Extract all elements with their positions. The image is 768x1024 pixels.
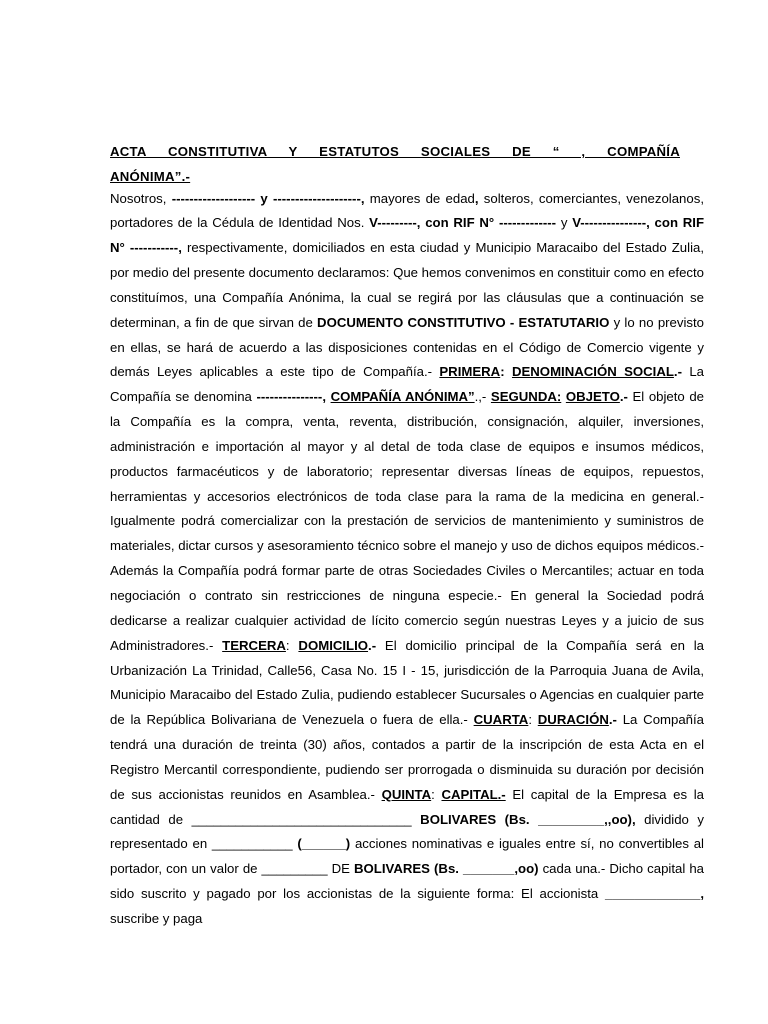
- body-text: :: [500, 364, 512, 380]
- clause-quinta-heading: QUINTA: [381, 786, 432, 802]
- clause-segunda-title: OBJETO: [565, 389, 620, 405]
- body-text: y: [556, 215, 573, 231]
- shares-count-blank: dividido y representado en ___________: [110, 811, 705, 852]
- body-text: La Compañía se denomina: [110, 364, 705, 405]
- company-type-label: COMPAÑÍA ANÓNIMA”: [330, 389, 475, 405]
- id-rif-placeholder-1: V---------, con RIF N° -------------: [369, 215, 557, 231]
- body-text: :: [528, 712, 538, 728]
- body-text: La Compañía tendrá una duración de treinta (30) años, contados a partir de la inscripción de esta Acta en el Registro Mercantil correspondiente, pudiendo ser prorrogada o disminuida su duración por decisión de sus accionistas reunidos en Asamblea.-: [110, 712, 705, 802]
- share-value-blank: acciones nominativas e iguales entre sí, no convertibles al portador, con un valor de _________ DE: [110, 836, 704, 877]
- body-paragraph: [110, 187, 704, 932]
- body-text: y lo no previsto en ellas, se hará de acuerdo a las disposiciones contenidas en el Código de Comercio vigente y demás Leyes aplicables a este tipo de Compañía.-: [110, 314, 704, 380]
- clause-primera-title: DENOMINACIÓN SOCIAL: [511, 364, 674, 380]
- share-bolivares-placeholder: BOLIVARES (Bs. _______,oo): [354, 861, 539, 877]
- capital-bolivares-placeholder: BOLIVARES (Bs. _________,,oo),: [420, 811, 636, 827]
- body-text: cada una.- Dicho capital ha sido suscrito y pagado por los accionistas de la siguiente forma: El accionista: [110, 861, 705, 902]
- documento-constitutivo-label: DOCUMENTO CONSTITUTIVO - ESTATUTARIO: [317, 314, 610, 330]
- clause-tercera-heading: TERCERA: [222, 637, 286, 653]
- title-line-2: ANÓNIMA”.-: [110, 168, 191, 184]
- body-text: El domicilio principal de la Compañía será en la Urbanización La Trinidad, Calle56, Casa No. 15 I - 15, jurisdicción de la Parroquia Juana de Avila, Municipio Maracaibo del Estado Zulia, pudiendo establecer Sucursales o Agencias en cualquier parte de la República Bolivariana de Venezuela o fuera de ella.-: [110, 637, 705, 728]
- clause-tercera-title: DOMICILIO: [298, 637, 369, 653]
- body-text: El objeto de la Compañía es la compra, venta, reventa, distribución, consignación, alquiler, inversiones, administración e importación al mayor y al detal de toda clase de equipos e insumos médicos, productos farmacéuticos y de laboratorio; representar diversas líneas de equipos, repuestos, herramientas y accesorios electrónicos de toda clase para la rama de la medicina en general.- Igualmente podrá comercializar con la prestación de servicios de mantenimiento y suministros de materiales, dictar cursos y asesoramiento técnico sobre el manejo y uso de dichos equipos médicos.- Además la Compañía podrá formar parte de otras Sociedades Civiles o Mercantiles; actuar en toda negociación o contrato sin restricciones de ninguna especie.- En general la Sociedad podrá dedicarse a realizar cualquier actividad de lícito comercio según nuestras Leyes y a juicio de sus Administradores.-: [110, 389, 704, 653]
- clause-cuarta-title: DURACIÓN: [537, 712, 609, 728]
- clause-primera-heading: PRIMERA: [439, 364, 501, 380]
- clause-quinta-title: CAPITAL.-: [441, 786, 506, 802]
- shareholder-name-placeholder: _____________,: [604, 886, 704, 902]
- body-text: :: [285, 637, 299, 653]
- body-text: Nosotros,: [110, 190, 172, 206]
- clause-segunda-heading: SEGUNDA:: [490, 389, 562, 405]
- shares-number-placeholder: (______): [297, 836, 351, 852]
- body-text: .-: [673, 364, 682, 380]
- body-text: solteros, comerciantes, venezolanos, portadores de la Cédula de Identidad Nos.: [110, 190, 704, 231]
- id-rif-placeholder-2: V---------------, con RIF N° -----------,: [110, 215, 705, 256]
- body-text: .-: [368, 637, 377, 653]
- body-text: .-: [608, 712, 617, 728]
- body-text: suscribe y paga: [110, 910, 203, 926]
- body-text: mayores de edad: [364, 190, 475, 206]
- partner-names-placeholder: ------------------- y --------------------,: [171, 190, 365, 206]
- body-text: :: [431, 786, 442, 802]
- company-name-placeholder: ---------------,: [256, 389, 331, 405]
- body-text: respectivamente, domiciliados en esta ciudad y Municipio Maracaibo del Estado Zulia, por medio del presente documento declaramos: Que hemos convenimos en constituir como en efecto constituímos, una Compañía Anónima, la cual se regirá por las cláusulas que a continuación se determinan, a fin de que sirvan de: [110, 240, 705, 330]
- document-title: [110, 140, 680, 190]
- body-text: ,: [474, 190, 479, 206]
- clause-cuarta-heading: CUARTA: [473, 712, 529, 728]
- document-body: [110, 187, 704, 932]
- title-line-1: ACTA CONSTITUTIVA Y ESTATUTOS SOCIALES DE “ , COMPAÑÍA: [110, 144, 680, 159]
- body-text: .,-: [474, 389, 491, 405]
- body-text: .-: [619, 389, 628, 405]
- capital-amount-blank: El capital de la Empresa es la cantidad de ______________________________: [110, 786, 705, 827]
